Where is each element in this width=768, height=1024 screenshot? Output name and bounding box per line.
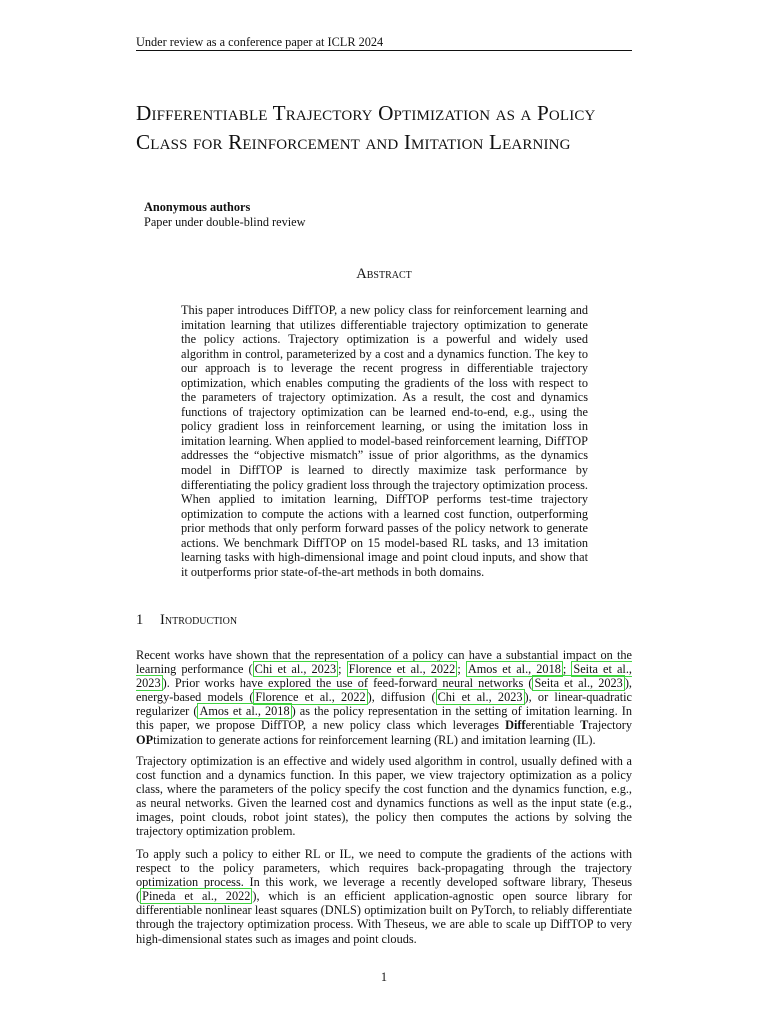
acronym-highlight: OP [136,732,154,747]
citation-link[interactable]: Chi et al., 2023 [437,690,523,705]
author-affiliation: Paper under double-blind review [144,215,306,229]
citation-link[interactable]: Amos et al., 2018 [199,704,290,719]
text-run: ; [457,662,466,677]
text-run: erentiable [525,718,581,733]
text-run: rajectory [588,718,632,733]
citation-link[interactable]: Florence et al., 2022 [255,690,366,705]
citation-link[interactable]: Florence et al., 2022 [348,662,456,677]
text-run: ), energy-based models ( [136,676,632,705]
citation-link[interactable]: Seita et al., 2023 [534,676,623,691]
citation-link[interactable]: Amos et al., 2018 [467,662,561,677]
citation-link[interactable]: Seita et al., 2023 [136,662,632,691]
text-run: timization to generate actions for reinforcement learning (RL) and imitation learning (IL). [153,732,596,747]
paper-title: Differentiable Trajectory Optimization as a Policy Class for Reinforcement and Imitation Learning [136,101,596,154]
text-run: ) as the policy representation in the setting of imitation learning. In this paper, we propose DiffTOP, a new policy class which leverages [136,704,632,733]
page-number: 1 [380,970,388,984]
intro-paragraph-2: Trajectory optimization is an effective and widely used algorithm in control, usually defined with a cost function and a dynamics function. In this paper, we view trajectory optimization as a policy class, where the parameters of the policy specify the cost function and the dynamics function, e.g., as neural networks. Given the learned cost and dynamics functions as well as the input state (e.g., images, point clouds, robot joint states), the policy then computes the actions by solving the trajectory optimization problem. [136,754,632,839]
text-run: ), which is an efficient application-agnostic open source library for differentiable nonlinear least squares (DNLS) optimization built on PyTorch, to reliably differentiate through the trajectory optimization process. With Theseus, we are able to scale up DiffTOP to very high-dimensional states such as images and point clouds. [136,889,632,946]
running-header: Under review as a conference paper at ICLR 2024 [136,35,384,49]
citation-link[interactable]: Pineda et al., 2022 [142,889,251,904]
text-run: To apply such a policy to either RL or IL, we need to compute the gradients of the actions with respect to the policy parameters, which requires back-propagating through the trajectory optimization process. In this work, we leverage a recently developed software library, Theseus ( [136,847,632,904]
abstract-heading: Abstract [356,266,412,282]
text-run: ). Prior works have explored the use of feed-forward neural networks ( [162,676,533,691]
section-number: 1 [136,612,144,628]
section-title: Introduction [160,612,238,628]
abstract-text: This paper introduces DiffTOP, a new policy class for reinforcement learning and imitation learning that utilizes differentiable trajectory optimization to generate the policy actions. Trajectory optimization is a powerful and widely used algorithm in control, parameterized by a cost and a dynamics function. The key to our approach is to leverage the recent progress in differentiable trajectory optimization, which enables computing the gradients of the loss with respect to the parameters of trajectory optimization. As a result, the cost and dynamics functions of trajectory optimization can be learned end-to-end, e.g., using the policy gradient loss in reinforcement learning, or using the imitation loss in imitation learning. When applied to model-based reinforcement learning, DiffTOP addresses the “objective mismatch” issue of prior algorithms, as the dynamics model in DiffTOP is learned to directly maximize task performance by differentiating the policy gradient loss through the trajectory optimization process. When applied to imitation learning, DiffTOP performs test-time trajectory optimization to compute the actions with a learned cost function, outperforming prior methods that only perform forward passes of the policy network to generate actions. We benchmark DiffTOP on 15 model-based RL tasks, and 13 imitation learning tasks with high-dimensional image and point cloud inputs, and show that it outperforms prior state-of-the-art methods in both domains. [181,303,588,579]
text-run: ; [338,662,347,677]
text-run: ), diffusion ( [367,690,436,705]
header-rule [136,50,632,51]
text-run: Recent works have shown that the representation of a policy can have a substantial impact on the learning performance ( [136,648,632,677]
acronym-highlight: Diff [505,718,526,733]
acronym-highlight: T [580,718,589,733]
text-run: ), or linear-quadratic regularizer ( [136,690,633,719]
author-name: Anonymous authors [144,200,251,214]
citation-link[interactable]: Chi et al., 2023 [254,662,337,677]
text-run: ; [562,662,572,677]
intro-paragraph-1 [136,648,632,747]
section-heading [136,611,632,629]
intro-paragraph-3 [136,847,632,946]
